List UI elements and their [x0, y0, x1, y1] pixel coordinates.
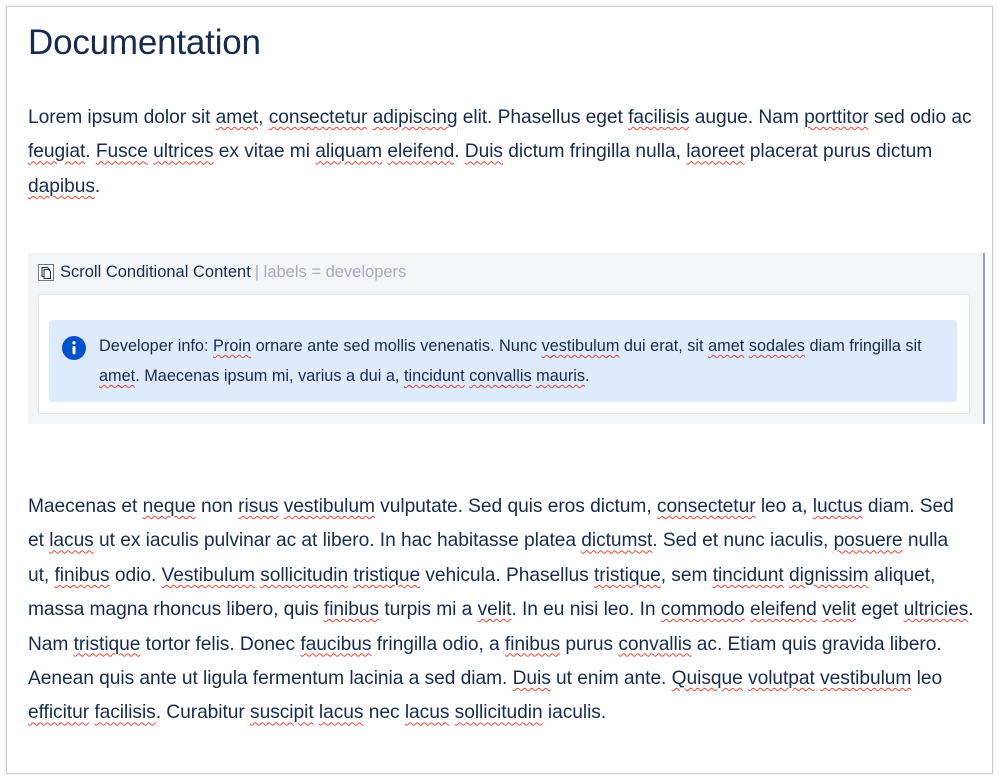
misspelled-word[interactable]: lacus [404, 702, 450, 724]
misspelled-word[interactable]: sollicitudin [454, 702, 543, 724]
misspelled-word[interactable]: efficitur [28, 702, 90, 724]
text-run: eget [855, 599, 904, 621]
misspelled-word[interactable]: neque [142, 496, 196, 517]
misspelled-word[interactable]: tincidunt [712, 564, 784, 586]
misspelled-word[interactable]: eleifend [387, 141, 455, 163]
misspelled-word[interactable]: faucibus [300, 633, 372, 655]
macro-name: Scroll Conditional Content [60, 262, 251, 281]
misspelled-word[interactable]: mauris [536, 367, 585, 385]
misspelled-word[interactable]: tristique [73, 633, 141, 655]
misspelled-word[interactable]: consectetur [656, 496, 756, 517]
text-run: . Maecenas ipsum mi, varius a dui a, [135, 367, 404, 385]
text-run: dictum fringilla nulla, [502, 141, 687, 163]
misspelled-word[interactable]: Duis [464, 141, 503, 163]
text-run: ac. Etiam quis gravida libero. Aenean quis ante ut ligula fermentum lacinia a sed diam. [28, 633, 942, 690]
text-run: . [85, 141, 96, 163]
misspelled-word[interactable]: vestibulum [541, 337, 620, 355]
text-run: Lorem ipsum dolor sit [28, 107, 216, 128]
text-run: turpis mi a [379, 599, 478, 621]
text-run: ornare ante sed mollis venenatis. Nunc [251, 337, 542, 355]
text-run: odio. [109, 564, 162, 586]
misspelled-word[interactable]: Fusce [95, 141, 148, 163]
misspelled-word[interactable]: amet [99, 367, 136, 385]
text-run: nulla ut, [28, 530, 949, 586]
misspelled-word[interactable]: laoreet [686, 141, 745, 163]
info-circle-icon [62, 336, 86, 360]
misspelled-word[interactable]: commodo [660, 599, 745, 621]
misspelled-word[interactable]: risus [238, 496, 279, 517]
misspelled-word[interactable]: volutpat [748, 668, 815, 690]
misspelled-word[interactable]: suscipit [250, 702, 314, 724]
misspelled-word[interactable]: facilisis [628, 107, 690, 128]
text-run: . [94, 175, 101, 197]
misspelled-word[interactable]: Vestibulum [161, 564, 255, 586]
misspelled-word[interactable]: Proin [213, 337, 252, 355]
misspelled-word[interactable]: convallis [618, 633, 692, 655]
body-paragraph-2[interactable] [28, 490, 974, 731]
text-run: ut enim ante. [550, 668, 672, 690]
text-run: . In eu nisi leo. In [511, 599, 661, 621]
text-run: ex vitae mi [213, 141, 316, 163]
misspelled-word[interactable]: amet [708, 337, 745, 355]
text-run: tortor felis. Donec [140, 633, 301, 655]
misspelled-word[interactable]: dapibus [28, 175, 95, 197]
misspelled-word[interactable]: dictumst [581, 530, 653, 552]
misspelled-word[interactable]: tincidunt [403, 367, 465, 385]
pages-copy-icon [38, 264, 54, 281]
misspelled-word[interactable]: ultrices [153, 141, 214, 163]
text-run: aliquet, massa magna rhoncus libero, quis [28, 564, 936, 621]
text-run: Maecenas et [28, 496, 143, 517]
text-run: placerat purus dictum [744, 141, 933, 163]
text-run: diam. Sed et [28, 496, 954, 552]
misspelled-word[interactable]: Duis [512, 668, 551, 690]
body-paragraph-1[interactable] [28, 101, 974, 204]
text-run: . [585, 367, 590, 385]
misspelled-word[interactable]: amet [215, 107, 259, 128]
macro-header[interactable] [38, 261, 406, 283]
text-run: nec [363, 702, 405, 724]
misspelled-word[interactable]: lacus [49, 530, 94, 552]
text-run: leo a, [755, 496, 813, 517]
text-run: . [454, 141, 465, 163]
macro-body [38, 294, 970, 414]
text-run: elit. Phasellus eget [457, 107, 629, 128]
misspelled-word[interactable]: tristique [353, 564, 421, 586]
text-run: dui erat, sit [619, 337, 709, 355]
misspelled-word[interactable]: facilisis [94, 702, 156, 724]
misspelled-word[interactable]: finibus [323, 599, 380, 621]
text-run: vehicula. Phasellus [420, 564, 594, 586]
misspelled-word[interactable]: luctus [812, 496, 863, 517]
misspelled-word[interactable]: sodales [748, 337, 805, 355]
misspelled-word[interactable]: eleifend [749, 599, 817, 621]
document-frame [6, 6, 993, 774]
text-run: fringilla odio, a [371, 633, 505, 655]
text-run: Developer info: [99, 337, 214, 355]
misspelled-word[interactable]: posuere [833, 530, 903, 552]
text-run: sed odio ac [868, 107, 972, 128]
text-run: ut ex iaculis pulvinar ac at libero. In hac habitasse platea [93, 530, 582, 552]
text-run: . Nam [28, 599, 974, 655]
misspelled-word[interactable]: aliquam [315, 141, 383, 163]
text-run: vulputate. Sed quis eros dictum, [374, 496, 657, 517]
misspelled-word[interactable]: vestibulum [820, 668, 912, 690]
misspelled-word[interactable]: porttitor [804, 107, 869, 128]
text-run: , sem [660, 564, 713, 586]
page-title: Documentation [28, 23, 261, 62]
misspelled-word[interactable]: tristique [593, 564, 661, 586]
text-run: non [195, 496, 239, 517]
text-run: augue. Nam [689, 107, 805, 128]
misspelled-word[interactable]: feugiat [28, 141, 86, 163]
misspelled-word[interactable]: velit [822, 599, 856, 621]
misspelled-word[interactable]: adipiscing [372, 107, 458, 128]
text-run: , [258, 107, 269, 128]
macro-parameters: | labels = developers [254, 262, 407, 281]
misspelled-word[interactable]: sollicitudin [260, 564, 349, 586]
text-run: diam fringilla sit [804, 337, 922, 355]
text-run: . Curabitur [155, 702, 251, 724]
info-panel [49, 320, 957, 402]
misspelled-word[interactable]: consectetur [268, 107, 368, 128]
misspelled-word[interactable]: Quisque [671, 668, 743, 690]
misspelled-word[interactable]: velit [477, 599, 512, 621]
text-run: iaculis. [542, 702, 607, 724]
text-run: . Sed et nunc iaculis, [652, 530, 834, 552]
text-run: purus [560, 633, 619, 655]
misspelled-word[interactable]: finibus [504, 633, 561, 655]
misspelled-word[interactable]: convallis [469, 367, 532, 385]
info-panel-text[interactable] [99, 331, 939, 391]
misspelled-word[interactable]: finibus [54, 564, 110, 586]
text-run: leo [911, 668, 943, 690]
misspelled-word[interactable]: ultricies [903, 599, 969, 621]
scroll-conditional-content-macro[interactable] [28, 253, 985, 424]
misspelled-word[interactable]: lacus [318, 702, 364, 724]
misspelled-word[interactable]: vestibulum [283, 496, 375, 517]
misspelled-word[interactable]: dignissim [789, 564, 869, 586]
